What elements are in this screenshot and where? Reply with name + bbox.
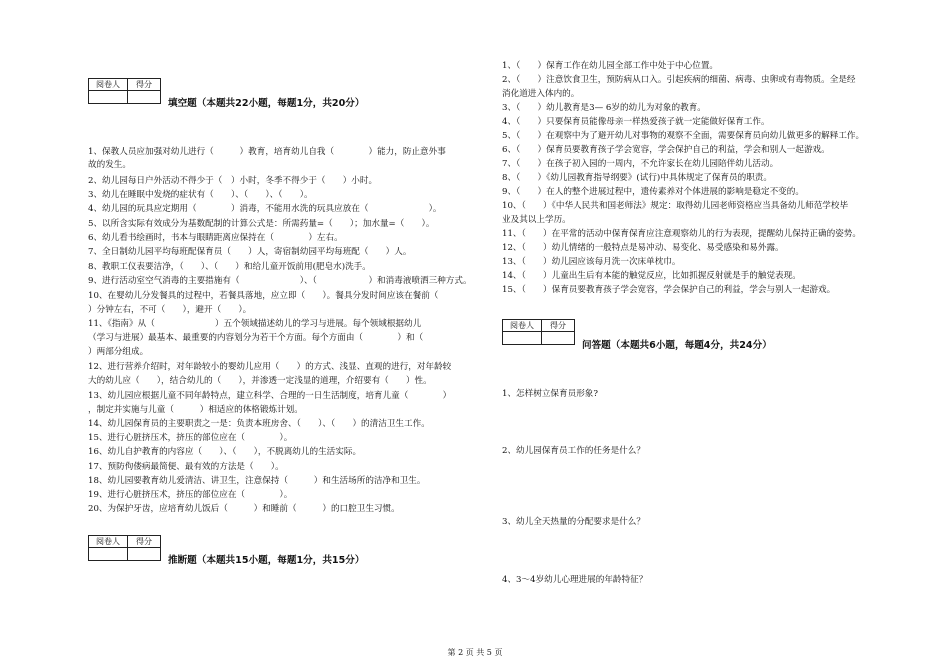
fill-line: 19、进行心脏挤压术，挤压的部位应在（ ）。 bbox=[88, 490, 293, 500]
judge-item: 4、（ ）只要保育员能像母亲一样热爱孩子就一定能做好保育工作。 bbox=[502, 117, 770, 127]
judge-item: 2、（ ）注意饮食卫生，预防病从口入。引起疾病的细菌、病毒、虫卵或有毒物质。全是经 bbox=[502, 75, 856, 85]
fill-line: 9、进行活动室空气消毒的主要措施有（ ）、（ ）和消毒液喷洒三种方式。 bbox=[88, 276, 472, 286]
score-box-reviewer-label: 阅卷人 bbox=[503, 320, 542, 332]
score-box-score-label: 得分 bbox=[128, 79, 161, 91]
page-footer: 第 2 页 共 5 页 bbox=[447, 648, 503, 657]
score-box-qa bbox=[502, 319, 575, 345]
judge-item: 消化道进入体内的。 bbox=[502, 89, 580, 99]
fill-line: 20、为保护牙齿，应培育幼儿饭后（ ）和睡前（ ）的口腔卫生习惯。 bbox=[88, 504, 400, 514]
score-box-fill bbox=[88, 78, 161, 104]
fill-line: ）分钟左右，不可（ ），避开（ ）。 bbox=[88, 305, 252, 315]
judge-item: 8、（ ）《幼儿园教育指导纲要》(试行)中具体规定了保育员的职责。 bbox=[502, 173, 772, 183]
fill-line: （学习与进展）最基本、最重要的内容划分为若干个方面。每个方面由（ ）和（ bbox=[88, 333, 424, 343]
qa-question: 3、幼儿全天热量的分配要求是什么？ bbox=[502, 517, 645, 527]
score-box-score-label: 得分 bbox=[542, 320, 575, 332]
fill-line: 16、幼儿自护教育的内容应（ ）、（ ），不脱离幼儿的生活实际。 bbox=[88, 447, 362, 457]
judge-item: 5、（ ）在观察中为了避开幼儿对事物的观察不全面，需要保育员向幼儿做更多的解释工作。 bbox=[502, 131, 865, 141]
fill-line: 5、以所含实际有效成分为基数配制的计算公式是：所需药量=（ ）；加水量=（ ）。 bbox=[88, 219, 435, 229]
fill-line: ）两部分组成。 bbox=[88, 347, 149, 357]
judge-item: 15、（ ）保育员要教育孩子学会宽容，学会保护自己的利益，学会与别人一起游戏。 bbox=[502, 285, 836, 295]
fill-section-heading: 填空题（本题共22小题，每题1分，共20分） bbox=[168, 98, 365, 109]
score-box-score-label: 得分 bbox=[128, 536, 161, 548]
fill-line: 17、预防佝偻病最简便、最有效的方法是（ ）。 bbox=[88, 462, 284, 472]
fill-line: 大的幼儿应（ ），结合幼儿的（ ），并渗透一定浅显的道理，介绍要有（ ）性。 bbox=[88, 376, 432, 386]
score-box-reviewer-cell bbox=[89, 548, 128, 561]
fill-line: 6、幼儿看书绘画时，书本与眼睛距离应保持在（ ）左右。 bbox=[88, 233, 343, 243]
fill-line: 4、幼儿园的玩具应定期用（ ）消毒，不能用水洗的玩具应放在（ ）。 bbox=[88, 204, 442, 214]
judge-item: 14、（ ）儿童出生后有本能的触觉反应，比如抓握反射就是手的触觉表现。 bbox=[502, 271, 801, 281]
fill-line: 7、全日制幼儿园平均每班配保育员（ ）人，寄宿制幼园平均每班配（ ）人。 bbox=[88, 247, 412, 257]
fill-line: 13、幼儿园应根据儿童不同年龄特点，建立科学、合理的一日生活制度，培育儿童（ ） bbox=[88, 391, 452, 401]
qa-question: 1、怎样树立保育员形象? bbox=[502, 389, 599, 399]
fill-line: ，制定并实施与儿童（ ）相适应的体格锻炼计划。 bbox=[88, 405, 303, 415]
fill-line: 14、幼儿园保育员的主要职责之一是：负责本班房舍、（ ）、（ ）的清洁卫生工作。 bbox=[88, 419, 430, 429]
fill-line: 1、保教人员应加强对幼儿进行（ ）教育，培育幼儿自我（ ）能力，防止意外事 bbox=[88, 147, 446, 157]
judge-section-heading: 推断题（本题共15小题，每题1分，共15分） bbox=[168, 555, 365, 566]
judge-item: 6、（ ）保育员要教育孩子学会宽容，学会保护自己的利益，学会和别人一起游戏。 bbox=[502, 145, 830, 155]
fill-line: 故的发生。 bbox=[88, 160, 131, 170]
fill-line: 2、幼儿园每日户外活动不得少于（ ）小时，冬季不得少于（ ）小时。 bbox=[88, 176, 378, 186]
qa-question: 2、幼儿园保育员工作的任务是什么？ bbox=[502, 446, 645, 456]
judge-item: 7、（ ）在孩子初入园的一周内，不允许家长在幼儿园陪伴幼儿活动。 bbox=[502, 159, 779, 169]
score-box-score-cell bbox=[128, 91, 161, 104]
score-box-reviewer-label: 阅卷人 bbox=[89, 536, 128, 548]
judge-item: 9、（ ）在人的整个进展过程中，遗传素养对个体进展的影响是稳定不变的。 bbox=[502, 187, 804, 197]
score-box-reviewer-label: 阅卷人 bbox=[89, 79, 128, 91]
fill-line: 15、进行心脏挤压术，挤压的部位应在（ ）。 bbox=[88, 433, 293, 443]
score-box-reviewer-cell bbox=[503, 332, 542, 345]
qa-section-heading: 问答题（本题共6小题，每题4分，共24分） bbox=[582, 340, 772, 351]
fill-line: 11、《指南》从（ ）五个领域描述幼儿的学习与进展。每个领域根据幼儿 bbox=[88, 319, 422, 329]
judge-item: 11、（ ）在平常的活动中保育保育应注意观察幼儿的行为表现，提醒幼儿保持正确的姿势。 bbox=[502, 229, 861, 239]
score-box-reviewer-cell bbox=[89, 91, 128, 104]
judge-item: 业及其以上学历。 bbox=[502, 215, 571, 225]
fill-line: 18、幼儿园要教育幼儿爱清洁、讲卫生，注意保持（ ）和生活场所的洁净和卫生。 bbox=[88, 476, 426, 486]
fill-line: 10、在婴幼儿分发餐具的过程中，若餐具落地，应立即（ ）。餐具分发时间应该在餐前（ bbox=[88, 291, 439, 301]
judge-item: 3、（ ）幼儿教育是3— 6岁的幼儿为对象的教育。 bbox=[502, 103, 706, 113]
qa-question: 4、3～4岁幼儿心理进展的年龄特征？ bbox=[502, 575, 648, 585]
score-box-score-cell bbox=[128, 548, 161, 561]
score-box-score-cell bbox=[542, 332, 575, 345]
judge-item: 12、（ ）幼儿情绪的一般特点是易冲动、易变化、易受感染和易外露。 bbox=[502, 243, 784, 253]
judge-item: 10、（ ）《中华人民共和国老师法》规定：取得幼儿园老师资格应当具备幼儿师范学校毕 bbox=[502, 201, 849, 211]
judge-item: 13、（ ）幼儿园应该每月洗一次床单枕巾。 bbox=[502, 257, 681, 267]
fill-line: 8、教职工仪表要洁净，（ ）、（ ）和给儿童开饭前用(肥皂水)洗手。 bbox=[88, 262, 371, 272]
fill-line: 3、幼儿在睡眠中发烧的症状有（ ）、（ ）、（ ）。 bbox=[88, 190, 313, 200]
judge-item: 1、（ ）保育工作在幼儿园全部工作中处于中心位置。 bbox=[502, 61, 719, 71]
score-box-judge bbox=[88, 535, 161, 561]
fill-line: 12、进行营养介绍时，对年龄较小的婴幼儿应用（ ）的方式、浅显、直观的进行，对年龄较 bbox=[88, 362, 452, 372]
